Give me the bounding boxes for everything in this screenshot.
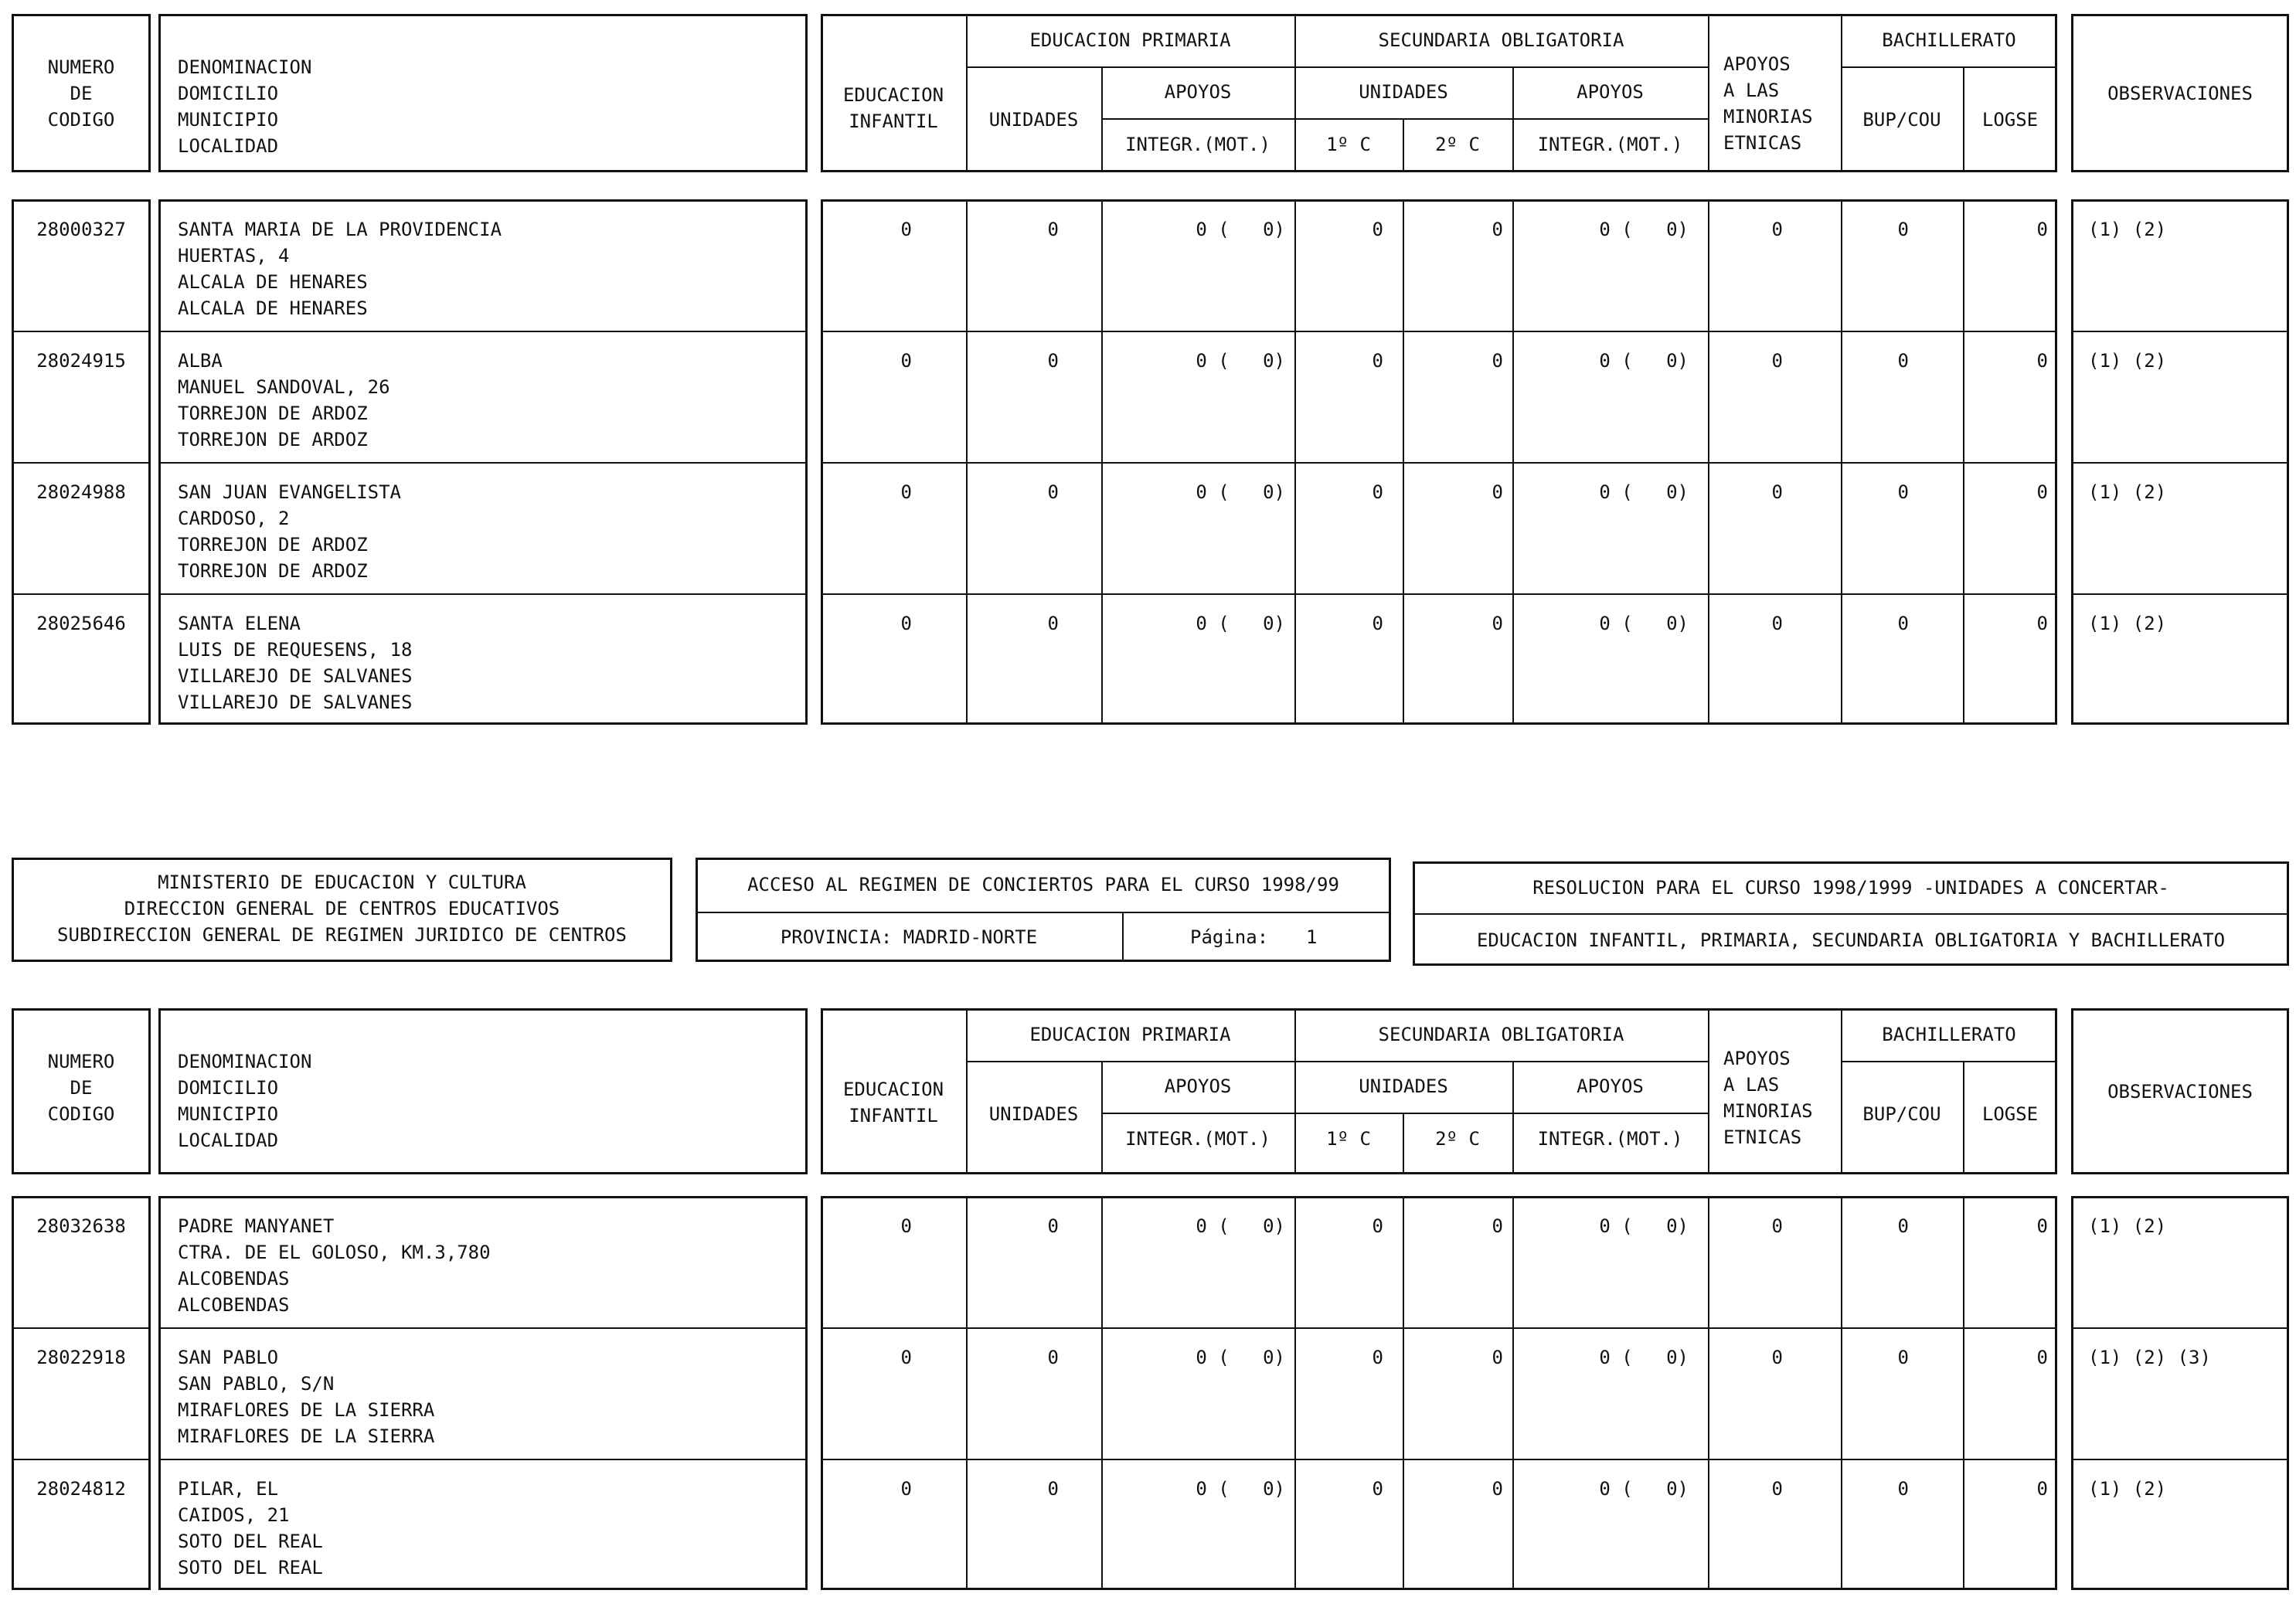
rule-line	[1841, 66, 2057, 68]
niveles-title: EDUCACION INFANTIL, PRIMARIA, SECUNDARIA OBLIGATORIA Y BACHILLERATO	[1476, 929, 2226, 951]
primaria-apoyos-value: 0 ( 0)	[1196, 219, 1285, 240]
rule-line	[12, 331, 151, 332]
header-educacion-infantil: EDUCACION INFANTIL	[842, 1079, 944, 1126]
rule-line	[821, 1327, 2057, 1329]
rule-line	[1122, 912, 1124, 962]
rule-line	[2071, 1327, 2289, 1329]
secundaria-1c-value: 0	[1372, 219, 1383, 240]
rule-line	[1101, 118, 1294, 120]
rule-line	[966, 1061, 1708, 1062]
logse-value: 0	[2036, 1215, 2048, 1237]
logse-value: 0	[2036, 1478, 2048, 1500]
logse-value: 0	[2036, 481, 2048, 503]
bup-cou-value: 0	[1897, 613, 1909, 634]
centro-denominacion: SANTA ELENA LUIS DE REQUESENS, 18 VILLAREJO DE SALVANES VILLAREJO DE SALVANES	[178, 613, 413, 713]
secundaria-apoyos-value: 0 ( 0)	[1599, 219, 1689, 240]
header-apoyos-minorias: APOYOS A LAS MINORIAS ETNICAS	[1723, 53, 1813, 154]
apoyos-minorias-value: 0	[1771, 1215, 1783, 1237]
header-secundaria-apoyos: APOYOS	[1577, 81, 1644, 103]
header-denominacion: DENOMINACION DOMICILIO MUNICIPIO LOCALIDAD	[178, 56, 312, 157]
header-primaria-integr: INTEGR.(MOT.)	[1125, 134, 1270, 155]
educacion-infantil-value: 0	[900, 1478, 912, 1500]
educacion-infantil-value: 0	[900, 1215, 912, 1237]
header-codigo: NUMERO DE CODIGO	[47, 1051, 115, 1125]
observaciones-value: (1) (2)	[2088, 350, 2167, 372]
header-secundaria-unidades: UNIDADES	[1359, 81, 1448, 103]
secundaria-apoyos-value: 0 ( 0)	[1599, 1347, 1689, 1368]
header-educacion-primaria: EDUCACION PRIMARIA	[1029, 29, 1231, 51]
header-observaciones: OBSERVACIONES	[2107, 1080, 2253, 1103]
centro-codigo: 28000327	[36, 219, 126, 240]
secundaria-apoyos-value: 0 ( 0)	[1599, 1215, 1689, 1237]
header-codigo: NUMERO DE CODIGO	[47, 56, 115, 131]
header-educacion-infantil: EDUCACION INFANTIL	[842, 84, 944, 132]
apoyos-minorias-value: 0	[1771, 219, 1783, 240]
observaciones-value: (1) (2)	[2088, 219, 2167, 240]
bup-cou-value: 0	[1897, 1478, 1909, 1500]
rows-grid-box	[821, 1196, 2057, 1590]
apoyos-minorias-value: 0	[1771, 613, 1783, 634]
bup-cou-value: 0	[1897, 219, 1909, 240]
secundaria-1c-value: 0	[1372, 613, 1383, 634]
rule-line	[1101, 1113, 1294, 1114]
primaria-unidades-value: 0	[1047, 481, 1059, 503]
header-primer-ciclo: 1º C	[1326, 1128, 1371, 1150]
rule-line	[821, 462, 2057, 464]
header-denominacion: DENOMINACION DOMICILIO MUNICIPIO LOCALIDAD	[178, 1051, 312, 1151]
rule-line	[1963, 1196, 1964, 1590]
rule-line	[158, 593, 808, 595]
rule-line	[1841, 1196, 1842, 1590]
secundaria-1c-value: 0	[1372, 1215, 1383, 1237]
rule-line	[1294, 1196, 1296, 1590]
bup-cou-value: 0	[1897, 1215, 1909, 1237]
primaria-apoyos-value: 0 ( 0)	[1196, 1478, 1285, 1500]
centro-codigo: 28024915	[36, 350, 126, 372]
centro-denominacion: PADRE MANYANET CTRA. DE EL GOLOSO, KM.3,780 ALCOBENDAS ALCOBENDAS	[178, 1215, 491, 1316]
secundaria-1c-value: 0	[1372, 1478, 1383, 1500]
rows-codigo-box	[12, 1196, 151, 1590]
header-secundaria-obligatoria: SECUNDARIA OBLIGATORIA	[1378, 1024, 1624, 1045]
apoyos-minorias-value: 0	[1771, 1347, 1783, 1368]
primaria-apoyos-value: 0 ( 0)	[1196, 1215, 1285, 1237]
header-secundaria-apoyos: APOYOS	[1577, 1075, 1644, 1097]
centro-codigo: 28022918	[36, 1347, 126, 1368]
header-secundaria-integr: INTEGR.(MOT.)	[1537, 134, 1683, 155]
bup-cou-value: 0	[1897, 350, 1909, 372]
header-secundaria-unidades: UNIDADES	[1359, 1075, 1448, 1097]
educacion-infantil-value: 0	[900, 350, 912, 372]
ministry-title: MINISTERIO DE EDUCACION Y CULTURA DIRECCION GENERAL DE CENTROS EDUCATIVOS SUBDIRECCION GENERAL DE REGIMEN JURIDICO DE CENTROS	[57, 872, 627, 946]
pagina-number: 1	[1306, 926, 1318, 948]
secundaria-2c-value: 0	[1492, 481, 1503, 503]
centro-codigo: 28032638	[36, 1215, 126, 1237]
rule-line	[2071, 593, 2289, 595]
apoyos-minorias-value: 0	[1771, 481, 1783, 503]
primaria-apoyos-value: 0 ( 0)	[1196, 350, 1285, 372]
provincia-label: PROVINCIA: MADRID-NORTE	[780, 926, 1038, 948]
primaria-apoyos-value: 0 ( 0)	[1196, 481, 1285, 503]
rule-line	[158, 1327, 808, 1329]
header-bachillerato: BACHILLERATO	[1882, 29, 2016, 51]
secundaria-2c-value: 0	[1492, 1215, 1503, 1237]
primaria-apoyos-value: 0 ( 0)	[1196, 1347, 1285, 1368]
primaria-unidades-value: 0	[1047, 219, 1059, 240]
logse-value: 0	[2036, 613, 2048, 634]
secundaria-apoyos-value: 0 ( 0)	[1599, 350, 1689, 372]
secundaria-apoyos-value: 0 ( 0)	[1599, 1478, 1689, 1500]
centro-codigo: 28024988	[36, 481, 126, 503]
educacion-infantil-value: 0	[900, 481, 912, 503]
rule-line	[696, 912, 1391, 913]
secundaria-2c-value: 0	[1492, 613, 1503, 634]
apoyos-minorias-value: 0	[1771, 350, 1783, 372]
rule-line	[1294, 118, 1708, 120]
centro-denominacion: PILAR, EL CAIDOS, 21 SOTO DEL REAL SOTO DEL REAL	[178, 1478, 323, 1578]
observaciones-value: (1) (2)	[2088, 481, 2167, 503]
secundaria-2c-value: 0	[1492, 1347, 1503, 1368]
centro-denominacion: SANTA MARIA DE LA PROVIDENCIA HUERTAS, 4 ALCALA DE HENARES ALCALA DE HENARES	[178, 219, 502, 319]
acceso-title: ACCESO AL REGIMEN DE CONCIERTOS PARA EL CURSO 1998/99	[747, 874, 1339, 895]
header-apoyos-minorias: APOYOS A LAS MINORIAS ETNICAS	[1723, 1048, 1813, 1148]
primaria-unidades-value: 0	[1047, 1347, 1059, 1368]
logse-value: 0	[2036, 1347, 2048, 1368]
header-logse: LOGSE	[1981, 109, 2039, 131]
educacion-infantil-value: 0	[900, 613, 912, 634]
rule-line	[821, 331, 2057, 332]
rule-line	[821, 593, 2057, 595]
header-segundo-ciclo: 2º C	[1435, 1128, 1480, 1150]
observaciones-value: (1) (2)	[2088, 613, 2167, 634]
secundaria-1c-value: 0	[1372, 1347, 1383, 1368]
header-primaria-apoyos: APOYOS	[1164, 1075, 1232, 1097]
secundaria-1c-value: 0	[1372, 481, 1383, 503]
educacion-infantil-value: 0	[900, 219, 912, 240]
secundaria-apoyos-value: 0 ( 0)	[1599, 613, 1689, 634]
logse-value: 0	[2036, 350, 2048, 372]
rule-line	[1512, 1196, 1514, 1590]
rule-line	[158, 462, 808, 464]
header-primaria-apoyos: APOYOS	[1164, 81, 1232, 103]
rule-line	[821, 1459, 2057, 1460]
rule-line	[12, 1327, 151, 1329]
rule-line	[1101, 1196, 1103, 1590]
rule-line	[2071, 462, 2289, 464]
header-bup-cou: BUP/COU	[1862, 109, 1941, 131]
apoyos-minorias-value: 0	[1771, 1478, 1783, 1500]
rule-line	[966, 1196, 968, 1590]
header-secundaria-obligatoria: SECUNDARIA OBLIGATORIA	[1378, 29, 1624, 51]
header-secundaria-integr: INTEGR.(MOT.)	[1537, 1128, 1683, 1150]
primaria-unidades-value: 0	[1047, 613, 1059, 634]
rule-line	[1708, 1196, 1709, 1590]
rule-line	[12, 462, 151, 464]
primaria-unidades-value: 0	[1047, 350, 1059, 372]
rule-line	[1403, 1196, 1404, 1590]
header-bup-cou: BUP/COU	[1862, 1103, 1941, 1125]
rule-line	[1708, 1008, 1709, 1174]
header-logse: LOGSE	[1981, 1103, 2039, 1125]
rule-line	[1841, 1061, 2057, 1062]
centro-codigo: 28024812	[36, 1478, 126, 1500]
secundaria-1c-value: 0	[1372, 350, 1383, 372]
rule-line	[1294, 1113, 1708, 1114]
bup-cou-value: 0	[1897, 1347, 1909, 1368]
centro-denominacion: ALBA MANUEL SANDOVAL, 26 TORREJON DE ARDOZ TORREJON DE ARDOZ	[178, 350, 390, 450]
header-observaciones: OBSERVACIONES	[2107, 82, 2253, 104]
secundaria-apoyos-value: 0 ( 0)	[1599, 481, 1689, 503]
header-segundo-ciclo: 2º C	[1435, 134, 1480, 155]
header-educacion-primaria: EDUCACION PRIMARIA	[1029, 1024, 1231, 1045]
observaciones-value: (1) (2) (3)	[2088, 1347, 2211, 1368]
secundaria-2c-value: 0	[1492, 1478, 1503, 1500]
secundaria-2c-value: 0	[1492, 219, 1503, 240]
centro-codigo: 28025646	[36, 613, 126, 634]
centro-denominacion: SAN JUAN EVANGELISTA CARDOSO, 2 TORREJON DE ARDOZ TORREJON DE ARDOZ	[178, 481, 401, 582]
header-primaria-unidades: UNIDADES	[988, 109, 1079, 131]
header-primaria-unidades: UNIDADES	[988, 1103, 1079, 1125]
resolucion-title: RESOLUCION PARA EL CURSO 1998/1999 -UNIDADES A CONCERTAR-	[1532, 877, 2169, 899]
pagina-label: Página:	[1190, 926, 1269, 948]
observaciones-value: (1) (2)	[2088, 1478, 2167, 1500]
rule-line	[1413, 913, 2289, 915]
observaciones-value: (1) (2)	[2088, 1215, 2167, 1237]
primaria-unidades-value: 0	[1047, 1215, 1059, 1237]
rule-line	[12, 1459, 151, 1460]
primaria-apoyos-value: 0 ( 0)	[1196, 613, 1285, 634]
rule-line	[158, 1459, 808, 1460]
logse-value: 0	[2036, 219, 2048, 240]
bup-cou-value: 0	[1897, 481, 1909, 503]
educacion-infantil-value: 0	[900, 1347, 912, 1368]
rule-line	[1708, 14, 1709, 172]
rows-observaciones-box	[2071, 1196, 2289, 1590]
rule-line	[12, 593, 151, 595]
header-primaria-integr: INTEGR.(MOT.)	[1125, 1128, 1270, 1150]
rule-line	[2071, 331, 2289, 332]
rule-line	[158, 331, 808, 332]
header-primer-ciclo: 1º C	[1326, 134, 1371, 155]
header-bachillerato: BACHILLERATO	[1882, 1024, 2016, 1045]
rule-line	[966, 66, 1708, 68]
centro-denominacion: SAN PABLO SAN PABLO, S/N MIRAFLORES DE LA SIERRA MIRAFLORES DE LA SIERRA	[178, 1347, 435, 1447]
secundaria-2c-value: 0	[1492, 350, 1503, 372]
primaria-unidades-value: 0	[1047, 1478, 1059, 1500]
rule-line	[2071, 1459, 2289, 1460]
